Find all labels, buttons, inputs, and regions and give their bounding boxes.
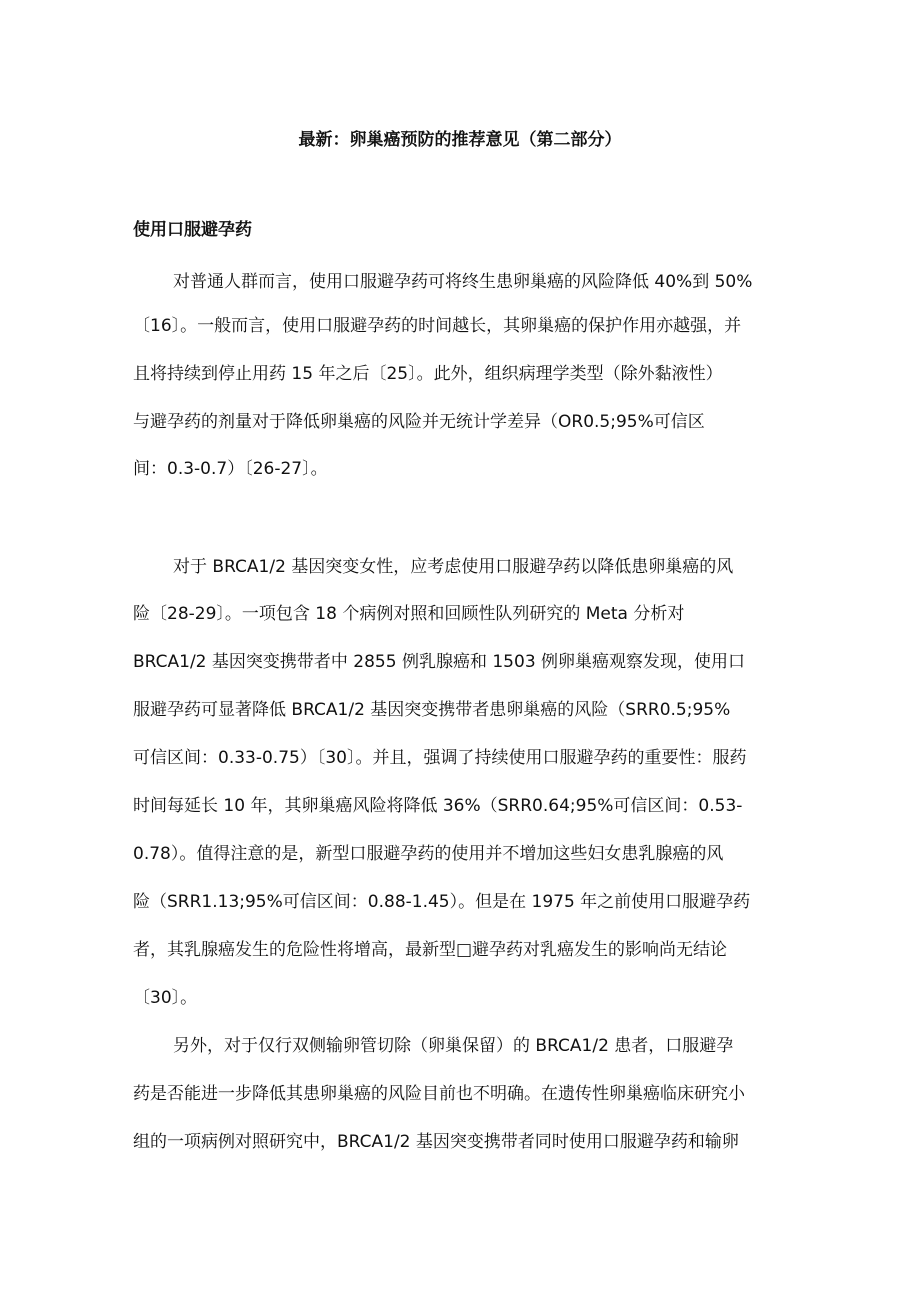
- paragraph-2-line-1: 对于 BRCA1/2 基因突变女性，应考虑使用口服避孕药以降低患卵巢癌的风: [173, 557, 734, 577]
- paragraph-1-line-1: 对普通人群而言，使用口服避孕药可将终生患卵巢癌的风险降低 40%到 50%: [173, 272, 753, 292]
- paragraph-2-line-6: 时间每延长 10 年，其卵巢癌风险将降低 36%（SRR0.64;95%可信区间：0.53-: [133, 796, 743, 816]
- paragraph-3-line-1: 另外，对于仅行双侧输卵管切除（卵巢保留）的 BRCA1/2 患者，口服避孕: [173, 1036, 734, 1056]
- paragraph-2-line-7: 0.78）。值得注意的是，新型口服避孕药的使用并不增加这些妇女患乳腺癌的风: [133, 844, 724, 864]
- paragraph-2-line-8: 险（SRR1.13;95%可信区间：0.88-1.45）。但是在 1975 年之前使用口服避孕药: [133, 892, 751, 912]
- paragraph-1-line-2: 〔16〕。一般而言，使用口服避孕药的时间越长，其卵巢癌的保护作用亦越强，并: [133, 316, 742, 336]
- section-heading: 使用口服避孕药: [133, 220, 252, 240]
- document-title: 最新：卵巢癌预防的推荐意见（第二部分）: [298, 130, 622, 150]
- paragraph-1-line-4: 与避孕药的剂量对于降低卵巢癌的风险并无统计学差异（OR0.5;95%可信区: [133, 412, 705, 432]
- paragraph-2-line-5: 可信区间：0.33-0.75）〔30〕。并且，强调了持续使用口服避孕药的重要性：服药: [133, 748, 747, 768]
- paragraph-2-line-10: 〔30〕。: [133, 988, 198, 1008]
- paragraph-3-line-2: 药是否能进一步降低其患卵巢癌的风险目前也不明确。在遗传性卵巢癌临床研究小: [133, 1084, 745, 1104]
- paragraph-1-line-5: 间：0.3-0.7）〔26-27〕。: [133, 459, 328, 479]
- paragraph-2-line-4: 服避孕药可显著降低 BRCA1/2 基因突变携带者患卵巢癌的风险（SRR0.5;95%: [133, 700, 731, 720]
- paragraph-2-line-9: 者，其乳腺癌发生的危险性将增高，最新型□避孕药对乳癌发生的影响尚无结论: [133, 940, 728, 960]
- paragraph-3-line-3: 组的一项病例对照研究中，BRCA1/2 基因突变携带者同时使用口服避孕药和输卵: [133, 1132, 739, 1152]
- paragraph-2-line-3: BRCA1/2 基因突变携带者中 2855 例乳腺癌和 1503 例卵巢癌观察发现，使用口: [133, 652, 746, 672]
- paragraph-2-line-2: 险〔28-29〕。一项包含 18 个病例对照和回顾性队列研究的 Meta 分析对: [133, 604, 685, 624]
- paragraph-1-line-3: 且将持续到停止用药 15 年之后〔25〕。此外，组织病理学类型（除外黏液性）: [133, 364, 723, 384]
